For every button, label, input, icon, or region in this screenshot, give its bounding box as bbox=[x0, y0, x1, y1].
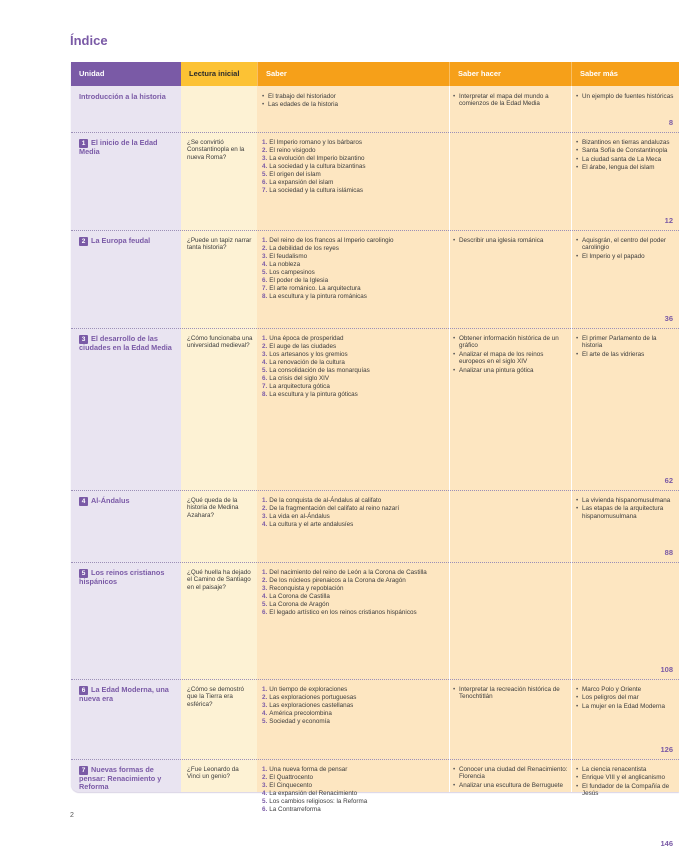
saber-item-text: Una nueva forma de pensar bbox=[269, 766, 348, 773]
saber-item-text: Reconquista y repoblación bbox=[269, 585, 344, 592]
saber-item-number: 8. bbox=[262, 293, 268, 300]
saber-item-text: La escultura y la pintura románicas bbox=[269, 293, 367, 300]
saber-hacer-item: • Describir una iglesia románica bbox=[453, 237, 569, 244]
unit-title-text: El desarrollo de las ciudades en la Edad Media bbox=[79, 334, 172, 352]
saber-item bbox=[262, 497, 446, 504]
row-separator bbox=[71, 328, 679, 329]
saber-item bbox=[262, 702, 446, 709]
saber-item-text: Las exploraciones portuguesas bbox=[269, 694, 357, 701]
saber-item-number: 6. bbox=[262, 609, 268, 616]
saber-mas-list bbox=[576, 93, 676, 101]
saber-hacer-item: • Interpretar la recreación histórica de Tenochtitlán bbox=[453, 686, 569, 701]
unit-number-badge: 5 bbox=[79, 569, 88, 578]
unit-page-number: 146 bbox=[660, 839, 673, 848]
unit-number-badge: 3 bbox=[79, 335, 88, 344]
unit-number-badge: 7 bbox=[79, 766, 88, 775]
saber-item-text: La consolidación de las monarquías bbox=[269, 367, 370, 374]
saber-item-number: 3. bbox=[262, 702, 268, 709]
saber-item-number: 4. bbox=[262, 163, 268, 170]
saber-item-number: 5. bbox=[262, 798, 268, 805]
saber-item-number: 5. bbox=[262, 171, 268, 178]
saber-item-text: Los campesinos bbox=[269, 269, 315, 276]
table-row bbox=[71, 562, 679, 679]
saber-item-text: Del nacimiento del reino de León a la Corona de Castilla bbox=[269, 569, 427, 576]
saber-item bbox=[262, 101, 446, 108]
saber-item-number: 7. bbox=[262, 285, 268, 292]
saber-mas-list bbox=[576, 686, 676, 711]
saber-item-number: 4. bbox=[262, 790, 268, 797]
unit-page-number: 108 bbox=[660, 665, 673, 674]
saber-item-text: El arte románico. La arquitectura bbox=[269, 285, 361, 292]
saber-item-number: 1. bbox=[262, 686, 268, 693]
header-saber-mas: Saber más bbox=[571, 62, 679, 86]
saber-item-text: El Imperio romano y los bárbaros bbox=[269, 139, 363, 146]
saber-item-text: La nobleza bbox=[269, 261, 301, 268]
saber-item-text: Sociedad y economía bbox=[269, 718, 330, 725]
saber-hacer-list bbox=[453, 93, 569, 109]
saber-mas-item: • Aquisgrán, el centro del poder carolingio bbox=[576, 237, 676, 252]
unit-title bbox=[79, 686, 175, 703]
table-row bbox=[71, 328, 679, 490]
saber-mas-item: • La ciudad santa de La Meca bbox=[576, 156, 676, 163]
saber-item bbox=[262, 147, 446, 154]
saber-item bbox=[262, 383, 446, 390]
saber-item-number: 6. bbox=[262, 806, 268, 813]
saber-hacer-item: • Analizar el mapa de los reinos europeos en el siglo XIV bbox=[453, 351, 569, 366]
index-table bbox=[71, 62, 679, 848]
saber-item bbox=[262, 766, 446, 773]
saber-item-text: Una época de prosperidad bbox=[269, 335, 344, 342]
saber-item bbox=[262, 806, 446, 813]
saber-item-number: 6. bbox=[262, 179, 268, 186]
unit-title bbox=[79, 139, 175, 156]
saber-item-number: 7. bbox=[262, 187, 268, 194]
saber-item bbox=[262, 593, 446, 600]
unit-title-text: La Edad Moderna, una nueva era bbox=[79, 685, 169, 703]
lectura-inicial-question: ¿Qué huella ha dejado el Camino de Santiago en el paisaje? bbox=[187, 569, 251, 591]
row-separator bbox=[71, 679, 679, 680]
saber-item-number: 6. bbox=[262, 277, 268, 284]
row-separator bbox=[71, 759, 679, 760]
saber-item-text: Los artesanos y los gremios bbox=[269, 351, 348, 358]
saber-mas-item: • El árabe, lengua del islam bbox=[576, 164, 676, 171]
header-saber: Saber bbox=[257, 62, 449, 86]
saber-hacer-list bbox=[453, 766, 569, 790]
saber-item bbox=[262, 710, 446, 717]
saber-item bbox=[262, 171, 446, 178]
saber-mas-item: • Un ejemplo de fuentes históricas bbox=[576, 93, 676, 100]
saber-item bbox=[262, 237, 446, 244]
saber-item-number: 2. bbox=[262, 343, 268, 350]
saber-item bbox=[262, 293, 446, 300]
saber-item bbox=[262, 335, 446, 342]
saber-item-text: La debilidad de los reyes bbox=[269, 245, 339, 252]
saber-mas-item: • Las etapas de la arquitectura hispanomusulmana bbox=[576, 505, 676, 520]
saber-item-text: La expansión del islam bbox=[269, 179, 334, 186]
saber-item bbox=[262, 163, 446, 170]
saber-item-number: 7. bbox=[262, 383, 268, 390]
saber-mas-item: • La mujer en la Edad Moderna bbox=[576, 703, 676, 710]
lectura-inicial-question: ¿Cómo funcionaba una universidad medieval? bbox=[187, 335, 253, 350]
saber-item bbox=[262, 253, 446, 260]
saber-item-number: 4. bbox=[262, 261, 268, 268]
saber-item bbox=[262, 187, 446, 194]
saber-item-text: De la fragmentación del califato al reino nazarí bbox=[269, 505, 400, 512]
saber-item-number: 1. bbox=[262, 497, 268, 504]
saber-item-number: 5. bbox=[262, 269, 268, 276]
saber-item-text: Del reino de los francos al Imperio carolingio bbox=[269, 237, 394, 244]
saber-item-text: De la conquista de al-Ándalus al califato bbox=[269, 497, 382, 504]
saber-item bbox=[262, 782, 446, 789]
unit-title bbox=[79, 237, 175, 246]
saber-mas-list bbox=[576, 766, 676, 799]
unit-title bbox=[79, 569, 175, 586]
saber-item-number: 3. bbox=[262, 782, 268, 789]
unit-number-badge: 1 bbox=[79, 139, 88, 148]
saber-item-number: 2. bbox=[262, 774, 268, 781]
saber-item-text: La Corona de Aragón bbox=[269, 601, 330, 608]
saber-item-text: Los cambios religiosos: la Reforma bbox=[269, 798, 368, 805]
saber-item bbox=[262, 285, 446, 292]
table-row bbox=[71, 132, 679, 230]
saber-item-number: 2. bbox=[262, 694, 268, 701]
unit-title-text: Introducción a la historia bbox=[79, 92, 166, 101]
saber-mas-item: • Santa Sofía de Constantinopla bbox=[576, 147, 676, 154]
saber-hacer-item: • Analizar una escultura de Berruguete bbox=[453, 782, 569, 789]
saber-item-number: 1. bbox=[262, 766, 268, 773]
row-separator bbox=[71, 132, 679, 133]
saber-mas-list bbox=[576, 139, 676, 173]
saber-item bbox=[262, 375, 446, 382]
saber-item-text: El reino visigodo bbox=[269, 147, 316, 154]
unit-title bbox=[79, 766, 175, 792]
saber-item-text: La crisis del siglo XIV bbox=[269, 375, 330, 382]
saber-item bbox=[262, 694, 446, 701]
saber-item-number: 3. bbox=[262, 253, 268, 260]
saber-item-text: La vida en al-Ándalus bbox=[269, 513, 330, 520]
saber-item bbox=[262, 577, 446, 584]
saber-item bbox=[262, 269, 446, 276]
saber-item-number: 3. bbox=[262, 351, 268, 358]
saber-item-number: 6. bbox=[262, 375, 268, 382]
saber-item bbox=[262, 774, 446, 781]
saber-list bbox=[262, 237, 446, 301]
saber-item bbox=[262, 391, 446, 398]
saber-item-text: Un tiempo de exploraciones bbox=[269, 686, 348, 693]
saber-item bbox=[262, 367, 446, 374]
saber-item-number: 4. bbox=[262, 593, 268, 600]
saber-item bbox=[262, 601, 446, 608]
unit-page-number: 12 bbox=[664, 216, 673, 225]
lectura-inicial-question: ¿Qué queda de la historia de Medina Azahara? bbox=[187, 497, 239, 519]
saber-item-number: 3. bbox=[262, 585, 268, 592]
saber-item-text: El origen del islam bbox=[269, 171, 321, 178]
saber-mas-list bbox=[576, 237, 676, 261]
saber-item-text: La expansión del Renacimiento bbox=[269, 790, 358, 797]
saber-item-text: El Quattrocento bbox=[269, 774, 314, 781]
saber-item-number: 2. bbox=[262, 147, 268, 154]
header-unidad: Unidad bbox=[71, 62, 181, 86]
unit-title bbox=[79, 93, 175, 101]
saber-item-text: La sociedad y la cultura bizantinas bbox=[269, 163, 366, 170]
saber-item bbox=[262, 155, 446, 162]
saber-item-number: 8. bbox=[262, 391, 268, 398]
saber-item-text: América precolombina bbox=[269, 710, 332, 717]
table-row bbox=[71, 230, 679, 328]
row-separator bbox=[71, 230, 679, 231]
saber-hacer-item: • Obtener información histórica de un gráfico bbox=[453, 335, 569, 350]
header-lectura-inicial: Lectura inicial bbox=[181, 62, 257, 86]
saber-item-text: El auge de las ciudades bbox=[269, 343, 337, 350]
saber-item bbox=[262, 505, 446, 512]
saber-item bbox=[262, 261, 446, 268]
saber-list bbox=[262, 497, 446, 529]
saber-hacer-list bbox=[453, 237, 569, 245]
saber-item-number: 2. bbox=[262, 245, 268, 252]
saber-item-number: 5. bbox=[262, 718, 268, 725]
saber-hacer-item: • Analizar una pintura gótica bbox=[453, 367, 569, 374]
unit-number-badge: 6 bbox=[79, 686, 88, 695]
lectura-inicial-question: ¿Se convirtió Constantinopla en la nueva Roma? bbox=[187, 139, 245, 161]
saber-mas-item: • El primer Parlamento de la historia bbox=[576, 335, 676, 350]
saber-item bbox=[262, 93, 446, 100]
saber-item bbox=[262, 359, 446, 366]
saber-item-text: La arquitectura gótica bbox=[269, 383, 330, 390]
unit-page-number: 8 bbox=[668, 118, 673, 127]
unit-page-number: 36 bbox=[664, 314, 673, 323]
saber-mas-item: • El fundador de la Compañía de Jesús bbox=[576, 783, 676, 798]
saber-item-number: 1. bbox=[262, 569, 268, 576]
saber-item-text: La cultura y el arte andalusíes bbox=[269, 521, 354, 528]
saber-item bbox=[262, 790, 446, 797]
saber-item-text: Las exploraciones castellanas bbox=[269, 702, 354, 709]
saber-item-number: 1. bbox=[262, 237, 268, 244]
unit-page-number: 88 bbox=[664, 548, 673, 557]
table-header bbox=[71, 62, 679, 86]
saber-item-text: El poder de la Iglesia bbox=[269, 277, 329, 284]
saber-list bbox=[262, 686, 446, 726]
saber-item-text: La evolución del Imperio bizantino bbox=[269, 155, 365, 162]
unit-page-number: 62 bbox=[664, 476, 673, 485]
saber-hacer-item: • Interpretar el mapa del mundo a comienzos de la Edad Media bbox=[453, 93, 569, 108]
saber-item-text: El Cinquecento bbox=[269, 782, 312, 789]
saber-item bbox=[262, 609, 446, 616]
table-row bbox=[71, 86, 679, 132]
lectura-inicial-question: ¿Puede un tapiz narrar tanta historia? bbox=[187, 237, 252, 252]
saber-item bbox=[262, 139, 446, 146]
saber-item-number: 3. bbox=[262, 513, 268, 520]
saber-item bbox=[262, 277, 446, 284]
saber-hacer-item: • Conocer una ciudad del Renacimiento: Florencia bbox=[453, 766, 569, 781]
saber-item bbox=[262, 351, 446, 358]
saber-hacer-list bbox=[453, 686, 569, 702]
table-row bbox=[71, 679, 679, 759]
saber-item bbox=[262, 686, 446, 693]
saber-item-text: La escultura y la pintura góticas bbox=[269, 391, 358, 398]
saber-mas-item: • Marco Polo y Oriente bbox=[576, 686, 676, 693]
saber-item bbox=[262, 179, 446, 186]
lectura-inicial-question: ¿Fue Leonardo da Vinci un genio? bbox=[187, 766, 239, 781]
unit-number-badge: 2 bbox=[79, 237, 88, 246]
saber-list bbox=[262, 93, 446, 110]
saber-item-number: 3. bbox=[262, 155, 268, 162]
page-number: 2 bbox=[70, 812, 74, 819]
saber-item-text: Las edades de la historia bbox=[268, 101, 339, 109]
saber-mas-item: • El Imperio y el papado bbox=[576, 253, 676, 260]
saber-mas-item: • La vivienda hispanomusulmana bbox=[576, 497, 676, 504]
saber-item-text: La Contrarreforma bbox=[269, 806, 321, 813]
unit-number-badge: 4 bbox=[79, 497, 88, 506]
saber-mas-item: • Enrique VIII y el anglicanismo bbox=[576, 774, 676, 781]
saber-item bbox=[262, 343, 446, 350]
saber-list bbox=[262, 139, 446, 195]
saber-item bbox=[262, 718, 446, 725]
saber-item bbox=[262, 245, 446, 252]
saber-item-number: 1. bbox=[262, 335, 268, 342]
saber-item-number: 5. bbox=[262, 367, 268, 374]
page-title: Índice bbox=[70, 33, 108, 48]
saber-item-number: 2. bbox=[262, 505, 268, 512]
saber-mas-item: • Bizantinos en tierras andaluzas bbox=[576, 139, 676, 146]
saber-item-text: De los núcleos pirenaicos a la Corona de Aragón bbox=[269, 577, 406, 584]
saber-item-text: La sociedad y la cultura islámicas bbox=[269, 187, 364, 194]
saber-item-text: El legado artístico en los reinos cristianos hispánicos bbox=[269, 609, 417, 616]
unit-title bbox=[79, 497, 175, 506]
saber-list bbox=[262, 335, 446, 399]
unit-title-text: Nuevas formas de pensar: Renacimiento y Reforma bbox=[79, 765, 162, 792]
table-row bbox=[71, 490, 679, 562]
saber-item bbox=[262, 585, 446, 592]
saber-item-number: 4. bbox=[262, 359, 268, 366]
unit-title-text: El inicio de la Edad Media bbox=[79, 138, 158, 156]
saber-item-number: 4. bbox=[262, 710, 268, 717]
row-separator bbox=[71, 490, 679, 491]
saber-item-number: 1. bbox=[262, 139, 268, 146]
saber-item-number: 4. bbox=[262, 521, 268, 528]
saber-list bbox=[262, 569, 446, 617]
saber-list bbox=[262, 766, 446, 814]
saber-mas-item: • Los peligros del mar bbox=[576, 694, 676, 701]
saber-item-number: 5. bbox=[262, 601, 268, 608]
unit-title-text: Al-Ándalus bbox=[91, 496, 130, 505]
saber-mas-item: • El arte de las vidrieras bbox=[576, 351, 676, 358]
saber-item bbox=[262, 798, 446, 805]
saber-mas-list bbox=[576, 335, 676, 359]
saber-item-text: El feudalismo bbox=[269, 253, 308, 260]
table-row bbox=[71, 759, 679, 853]
saber-hacer-list bbox=[453, 335, 569, 375]
unit-title-text: Los reinos cristianos hispánicos bbox=[79, 568, 165, 586]
lectura-inicial-question: ¿Cómo se demostró que la Tierra era esférica? bbox=[187, 686, 245, 708]
saber-item-text: La renovación de la cultura bbox=[269, 359, 345, 366]
saber-item-text: La Corona de Castilla bbox=[269, 593, 330, 600]
unit-title bbox=[79, 335, 175, 352]
saber-mas-list bbox=[576, 497, 676, 521]
header-saber-hacer: Saber hacer bbox=[449, 62, 571, 86]
saber-mas-item: • La ciencia renacentista bbox=[576, 766, 676, 773]
saber-item-text: El trabajo del historiador bbox=[268, 93, 336, 100]
saber-item bbox=[262, 513, 446, 520]
unit-page-number: 126 bbox=[660, 745, 673, 754]
saber-item bbox=[262, 569, 446, 576]
saber-item-number: 2. bbox=[262, 577, 268, 584]
saber-item bbox=[262, 521, 446, 528]
unit-title-text: La Europa feudal bbox=[91, 236, 151, 245]
row-separator bbox=[71, 562, 679, 563]
